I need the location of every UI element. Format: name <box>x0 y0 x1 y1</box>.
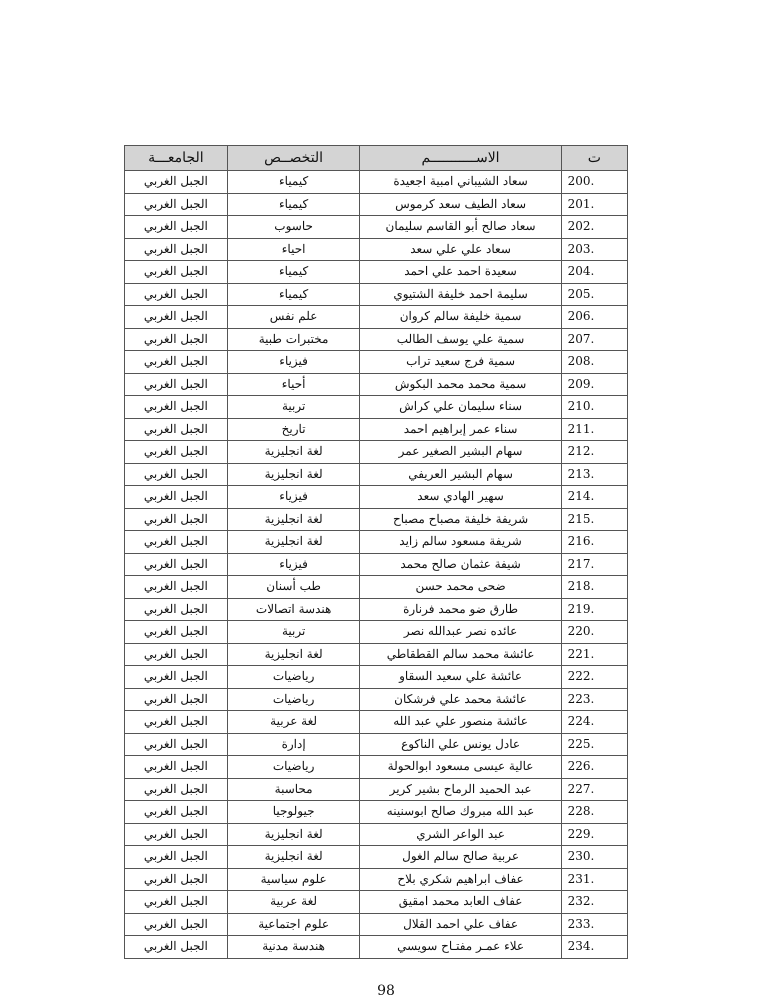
table-row <box>125 711 628 734</box>
row-specialty: احياء <box>227 238 360 261</box>
row-number: 233. <box>561 913 627 936</box>
table-row <box>125 441 628 464</box>
row-name: عبد الله مبروك صالح ابوسنينه <box>360 801 561 824</box>
table-row <box>125 553 628 576</box>
row-number: 207. <box>561 328 627 351</box>
row-number: 215. <box>561 508 627 531</box>
row-name: شريفة خليفة مصباح مصباح <box>360 508 561 531</box>
row-university: الجبل الغربي <box>125 171 228 194</box>
row-university: الجبل الغربي <box>125 666 228 689</box>
row-specialty: جيولوجيا <box>227 801 360 824</box>
row-specialty: لغة انجليزية <box>227 531 360 554</box>
table-row <box>125 216 628 239</box>
row-specialty: إدارة <box>227 733 360 756</box>
row-name: عالية عيسى مسعود ابوالحولة <box>360 756 561 779</box>
table-row <box>125 643 628 666</box>
row-name: سعاد صالح أبو القاسم سليمان <box>360 216 561 239</box>
row-university: الجبل الغربي <box>125 846 228 869</box>
row-name: عادل يونس علي الناكوع <box>360 733 561 756</box>
row-name: شيفة عثمان صالح محمد <box>360 553 561 576</box>
row-number: 200. <box>561 171 627 194</box>
row-university: الجبل الغربي <box>125 553 228 576</box>
row-specialty: أحياء <box>227 373 360 396</box>
row-name: عائشة محمد علي فرشكان <box>360 688 561 711</box>
row-number: 212. <box>561 441 627 464</box>
row-name: سعيدة احمد علي احمد <box>360 261 561 284</box>
table-row <box>125 193 628 216</box>
row-specialty: لغة انجليزية <box>227 508 360 531</box>
table-row <box>125 283 628 306</box>
row-specialty: مختبرات طبية <box>227 328 360 351</box>
row-name: عائشة منصور علي عبد الله <box>360 711 561 734</box>
row-university: الجبل الغربي <box>125 733 228 756</box>
header-specialty: التخصــص <box>227 146 360 171</box>
row-number: 208. <box>561 351 627 374</box>
row-number: 206. <box>561 306 627 329</box>
row-number: 225. <box>561 733 627 756</box>
row-university: الجبل الغربي <box>125 598 228 621</box>
row-university: الجبل الغربي <box>125 238 228 261</box>
row-name: سعاد الشيباني امبية اجعيدة <box>360 171 561 194</box>
table-row <box>125 306 628 329</box>
row-number: 231. <box>561 868 627 891</box>
table-row <box>125 486 628 509</box>
table-row <box>125 373 628 396</box>
table-row <box>125 328 628 351</box>
row-specialty: تربية <box>227 396 360 419</box>
table-row <box>125 463 628 486</box>
row-number: 216. <box>561 531 627 554</box>
row-specialty: هندسة اتصالات <box>227 598 360 621</box>
table-row <box>125 846 628 869</box>
row-number: 227. <box>561 778 627 801</box>
table-row <box>125 171 628 194</box>
row-university: الجبل الغربي <box>125 801 228 824</box>
table-row <box>125 598 628 621</box>
row-university: الجبل الغربي <box>125 778 228 801</box>
row-specialty: كيمياء <box>227 193 360 216</box>
row-university: الجبل الغربي <box>125 891 228 914</box>
row-name: عائده نصر عبدالله نصر <box>360 621 561 644</box>
table-row <box>125 621 628 644</box>
row-university: الجبل الغربي <box>125 643 228 666</box>
row-university: الجبل الغربي <box>125 756 228 779</box>
row-number: 228. <box>561 801 627 824</box>
row-university: الجبل الغربي <box>125 193 228 216</box>
row-university: الجبل الغربي <box>125 463 228 486</box>
row-university: الجبل الغربي <box>125 868 228 891</box>
row-university: الجبل الغربي <box>125 373 228 396</box>
table-row <box>125 936 628 959</box>
row-specialty: حاسوب <box>227 216 360 239</box>
row-name: سهير الهادي سعد <box>360 486 561 509</box>
row-number: 217. <box>561 553 627 576</box>
row-specialty: هندسة مدنية <box>227 936 360 959</box>
row-number: 202. <box>561 216 627 239</box>
row-name: طارق ضو محمد فرنارة <box>360 598 561 621</box>
table-body <box>125 171 628 959</box>
row-university: الجبل الغربي <box>125 441 228 464</box>
table-row <box>125 576 628 599</box>
row-specialty: لغة انجليزية <box>227 441 360 464</box>
row-university: الجبل الغربي <box>125 216 228 239</box>
row-name: سمية محمد محمد البكوش <box>360 373 561 396</box>
row-specialty: كيمياء <box>227 261 360 284</box>
row-university: الجبل الغربي <box>125 486 228 509</box>
row-university: الجبل الغربي <box>125 531 228 554</box>
row-name: عفاف ابراهيم شكري بلاح <box>360 868 561 891</box>
row-number: 204. <box>561 261 627 284</box>
row-number: 205. <box>561 283 627 306</box>
row-number: 203. <box>561 238 627 261</box>
row-university: الجبل الغربي <box>125 396 228 419</box>
row-name: عبد الحميد الرماح بشير كرير <box>360 778 561 801</box>
row-number: 201. <box>561 193 627 216</box>
row-number: 221. <box>561 643 627 666</box>
row-name: علاء عمـر مفتـاح سويسي <box>360 936 561 959</box>
row-name: سعاد علي علي سعد <box>360 238 561 261</box>
table-row <box>125 261 628 284</box>
row-university: الجبل الغربي <box>125 823 228 846</box>
row-name: سناء عمر إبراهيم احمد <box>360 418 561 441</box>
row-name: شريفة مسعود سالم زايد <box>360 531 561 554</box>
row-number: 219. <box>561 598 627 621</box>
row-name: عربية صالح سالم الغول <box>360 846 561 869</box>
row-university: الجبل الغربي <box>125 418 228 441</box>
row-specialty: لغة انجليزية <box>227 823 360 846</box>
row-specialty: لغة انجليزية <box>227 463 360 486</box>
row-name: عائشة محمد سالم القطقاطي <box>360 643 561 666</box>
row-university: الجبل الغربي <box>125 283 228 306</box>
row-university: الجبل الغربي <box>125 688 228 711</box>
table-row <box>125 418 628 441</box>
row-university: الجبل الغربي <box>125 621 228 644</box>
row-number: 214. <box>561 486 627 509</box>
table-row <box>125 756 628 779</box>
row-number: 226. <box>561 756 627 779</box>
table-row <box>125 508 628 531</box>
row-name: عبد الواعر الشري <box>360 823 561 846</box>
row-number: 222. <box>561 666 627 689</box>
row-name: سناء سليمان علي كراش <box>360 396 561 419</box>
row-name: ضحى محمد حسن <box>360 576 561 599</box>
row-name: عفاف علي احمد القلال <box>360 913 561 936</box>
header-university: الجامعـــة <box>125 146 228 171</box>
row-specialty: فيزياء <box>227 553 360 576</box>
row-specialty: تاريخ <box>227 418 360 441</box>
row-specialty: كيمياء <box>227 171 360 194</box>
row-university: الجبل الغربي <box>125 913 228 936</box>
row-specialty: فيزياء <box>227 486 360 509</box>
table-row <box>125 396 628 419</box>
row-number: 218. <box>561 576 627 599</box>
table-row <box>125 891 628 914</box>
row-number: 210. <box>561 396 627 419</box>
row-number: 209. <box>561 373 627 396</box>
row-name: عفاف العابد محمد امقيق <box>360 891 561 914</box>
row-number: 223. <box>561 688 627 711</box>
row-specialty: طب أسنان <box>227 576 360 599</box>
row-university: الجبل الغربي <box>125 576 228 599</box>
row-number: 211. <box>561 418 627 441</box>
row-number: 224. <box>561 711 627 734</box>
students-table <box>124 145 628 959</box>
row-university: الجبل الغربي <box>125 936 228 959</box>
table-row <box>125 778 628 801</box>
row-specialty: رياضيات <box>227 666 360 689</box>
row-name: سمية فرج سعيد تراب <box>360 351 561 374</box>
row-number: 230. <box>561 846 627 869</box>
table-row <box>125 688 628 711</box>
row-specialty: رياضيات <box>227 688 360 711</box>
row-specialty: محاسبة <box>227 778 360 801</box>
page-number: 98 <box>377 983 395 999</box>
row-specialty: لغة عربية <box>227 711 360 734</box>
row-specialty: علم نفس <box>227 306 360 329</box>
row-university: الجبل الغربي <box>125 261 228 284</box>
table-row <box>125 733 628 756</box>
row-name: سمية خليفة سالم كروان <box>360 306 561 329</box>
row-specialty: فيزياء <box>227 351 360 374</box>
row-university: الجبل الغربي <box>125 328 228 351</box>
row-name: سهام البشير الصغير عمر <box>360 441 561 464</box>
row-specialty: كيمياء <box>227 283 360 306</box>
table-row <box>125 868 628 891</box>
row-number: 232. <box>561 891 627 914</box>
row-number: 213. <box>561 463 627 486</box>
row-university: الجبل الغربي <box>125 508 228 531</box>
row-specialty: رياضيات <box>227 756 360 779</box>
row-specialty: لغة عربية <box>227 891 360 914</box>
row-specialty: تربية <box>227 621 360 644</box>
table-header-row <box>125 146 628 171</box>
header-number: ت <box>561 146 627 171</box>
row-number: 234. <box>561 936 627 959</box>
row-name: سمية علي يوسف الطالب <box>360 328 561 351</box>
row-name: عائشة علي سعيد السقاو <box>360 666 561 689</box>
row-university: الجبل الغربي <box>125 711 228 734</box>
row-university: الجبل الغربي <box>125 306 228 329</box>
row-specialty: لغة انجليزية <box>227 643 360 666</box>
row-name: سليمة احمد خليفة الشتيوي <box>360 283 561 306</box>
table-row <box>125 238 628 261</box>
row-specialty: لغة انجليزية <box>227 846 360 869</box>
row-specialty: علوم اجتماعية <box>227 913 360 936</box>
table-row <box>125 351 628 374</box>
row-specialty: علوم سياسية <box>227 868 360 891</box>
row-university: الجبل الغربي <box>125 351 228 374</box>
header-name: الاســـــــــــم <box>360 146 561 171</box>
table-row <box>125 913 628 936</box>
table-row <box>125 666 628 689</box>
row-number: 220. <box>561 621 627 644</box>
table-row <box>125 801 628 824</box>
table-row <box>125 531 628 554</box>
row-number: 229. <box>561 823 627 846</box>
table-row <box>125 823 628 846</box>
row-name: سعاد الطيف سعد كرموس <box>360 193 561 216</box>
row-name: سهام البشير العريفي <box>360 463 561 486</box>
